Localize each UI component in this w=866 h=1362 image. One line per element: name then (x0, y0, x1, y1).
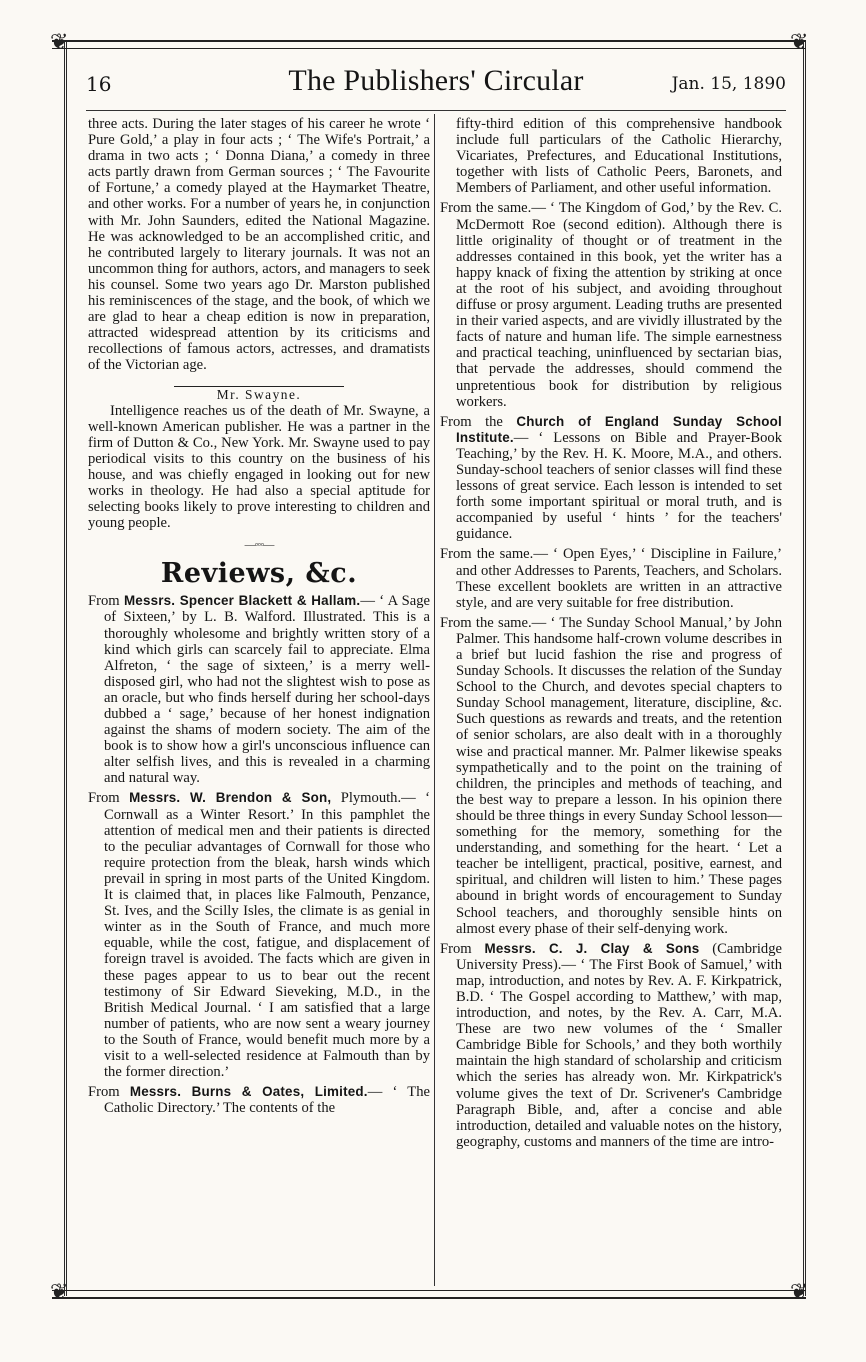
review-entry: From the same.— ‘ Open Eyes,’ ‘ Discipline in Failure,’ and other Addresses to Parents, Teachers, and Scholars. These excellent booklets are written in an attractive style, and are very suitable for free distribution. (440, 546, 782, 611)
header-rule (86, 110, 786, 111)
continuation-paragraph: three acts. During the later stages of his career he wrote ‘ Pure Gold,’ a play in four acts ; ‘ The Wife's Portrait,’ a drama in two acts ; ‘ Donna Diana,’ a comedy in three acts partly drawn from German sources ; ‘ The Favourite of Fortune,’ a comedy played at the Haymarket Theatre, and other works. For a number of years he, in conjunction with Mr. John Saunders, edited the National Magazine. He was acknowledged to be an accomplished critic, and he contributed largely to literary journals. It was not an uncommon thing for authors, actors, and managers to seek his counsel. Some two years ago Dr. Marston published his reminiscences of the stage, and the book, of which we are glad to hear a cheap edition is now in preparation, attracted widespread attention by its criticisms and recollections of famous actors, actresses, and dramatists of the Victorian age. (88, 116, 430, 374)
review-entry: From the same.— ‘ The Sunday School Manual,’ by John Palmer. This handsome half-crown volume describes in a brief but lucid fashion the rise and progress of Sunday Schools. It discusses the relation of the Sunday School to the Church, and devotes special chapters to Sunday School management, literature, discipline, &c. Such questions as rewards and treats, and the retention of senior scholars, are also dealt with in a thoroughly wise and practical manner. Mr. Palmer likewise speaks sympathetically and to the point on the training of children, the principles and methods of teaching, and the best way to prepare a lesson. In his opinion there should be three things in every Sunday School lesson—something for the memory, something for the understanding, and something for the heart. ‘ Let a teacher be intelligent, practical, positive, earnest, and spiritual, and children will listen to him.’ These pages abound in bright words of encouragement to Sunday School teachers, and thoroughly sensible hints on almost every phase of their self-denying work. (440, 614, 782, 937)
issue-date: Jan. 15, 1890 (671, 74, 786, 94)
obituary-paragraph: Intelligence reaches us of the death of Mr. Swayne, a well-known American publisher. He was a partner in the firm of Dutton & Co., New York. Mr. Swayne used to pay periodical visits to this country on the business of his house, and was chiefly engaged in looking out for new works in theology. He had also a special aptitude for selecting books likely to prove interesting to children and young people. (88, 402, 430, 532)
corner-ornament-icon: ❦ (790, 30, 809, 55)
right-column (440, 116, 782, 1154)
divider-ornament: —◦◦◦— (244, 539, 274, 552)
obituary-heading: Mr. Swayne. (216, 386, 302, 402)
page-header (86, 62, 786, 106)
bottom-ornamental-rule (52, 1290, 806, 1299)
review-entry: From Messrs. C. J. Clay & Sons (Cambridge University Press).— ‘ The First Book of Samuel,’ with map, introduction, and notes by Rev. A. F. Kirkpatrick, B.D. ‘ The Gospel according to Matthew,’ with map, introduction, and notes, by the Rev. A. Carr, M.A. These are two new volumes of the ‘ Smaller Cambridge Bible for Schools,’ and they both worthily maintain the high standard of scholarship and criticism which the series has already won. Mr. Kirkpatrick's volume gives the text of Dr. Scrivener's Cambridge Paragraph Bible, and, after a concise and able introduction, detailed and valuable notes on the history, geography, customs and manners of the time are intro- (440, 940, 783, 1150)
corner-ornament-icon: ❦ (50, 1280, 69, 1305)
review-entry: From Messrs. Spencer Blackett & Hallam.— ‘ A Sage of Sixteen,’ by L. B. Walford. Illustrated. This is a thoroughly wholesome and brightly written story of a kind which girls can scarcely fail to appreciate. Elma Alfreton, ‘ the sage of sixteen,’ is a merry well-disposed girl, who had not the slightest wish to pose as an oracle, but who finds herself during her school-days dubbed a ‘ sage,’ because of her honest indignation against the shams of modern society. The aim of the book is to show how a girl's unconscious influence can alter selfish lives, and this is revealed in a charming and natural way. (88, 593, 430, 787)
reviews-heading: Reviews, &c. (160, 558, 358, 590)
publisher-name: Church of England Sunday School Institute. (456, 413, 782, 445)
corner-ornament-icon: ❦ (50, 30, 69, 55)
publisher-name: Messrs. Burns & Oates, Limited. (129, 1084, 368, 1100)
journal-title: The Publishers' Circular (288, 64, 584, 97)
review-entry: From Messrs. W. Brendon & Son, Plymouth.— ‘ Cornwall as a Winter Resort.’ In this pamphlet the attention of medical men and their patients is directed to the peculiar advantages of Cornwall for those who require protection from the bleak, harsh winds which prevail in spring in most parts of the United Kingdom. It is claimed that, in places like Falmouth, Penzance, St. Ives, and the Scilly Isles, the climate is as genial in winter as in the South of France, and much more equable, while the cost, fatigue, and displacement of foreign travel is avoided. The facts which are given in these pages appear to us to bear out the recent testimony of Sir Edward Sieveking, M.D., in the British Medical Journal. ‘ I am satisfied that a large number of patients, who are now sent a weary journey to the South of France, would benefit much more by a visit to a well-selected residence at Falmouth than by the former direction.’ (88, 790, 431, 1081)
publisher-name: Messrs. Spencer Blackett & Hallam. (123, 593, 361, 609)
review-entry: From Messrs. Burns & Oates, Limited.— ‘ The Catholic Directory.’ The contents of the (88, 1084, 430, 1117)
review-entry: From the Church of England Sunday School Institute.— ‘ Lessons on Bible and Prayer-Book Teaching,’ by the Rev. H. K. Moore, M.A., and others. Sunday-school teachers of senior classes will find these lessons of great service. Each lesson is intended to set forth some important spiritual or moral truth, and is accompanied by useful ‘ hints ’ for the teachers' guidance. (440, 413, 782, 543)
publisher-name: Messrs. C. J. Clay & Sons (484, 940, 700, 956)
publisher-name: Messrs. W. Brendon & Son, (129, 790, 332, 806)
review-continuation: fifty-third edition of this comprehensive handbook include full particulars of the Catholic Hierarchy, Vicariates, Prefectures, and Educational Institutions, together with lists of Catholic Peers, Baronets, and Members of Parliament, and other useful information. (456, 116, 782, 197)
left-column (88, 116, 430, 1120)
column-rule (434, 114, 435, 1286)
top-ornamental-rule (52, 40, 806, 49)
review-entry: From the same.— ‘ The Kingdom of God,’ by the Rev. C. McDermott Roe (second edition). Although there is little originality of thought or of treatment in the addresses contained in this book, yet the writer has a happy knack of fixing the attention by striking at once at the root of his subject, and avoiding throughout diffuse or prosy argument. Leading truths are presented in their varied aspects, and are vividly illustrated by the facts of nature and human life. The simple earnestness and practical teaching, uninfluenced by sectarian bias, that pervade the addresses, should commend the unpretentious book for distribution by religious workers. (440, 200, 783, 410)
corner-ornament-icon: ❦ (790, 1280, 809, 1305)
page-number: 16 (86, 72, 112, 96)
